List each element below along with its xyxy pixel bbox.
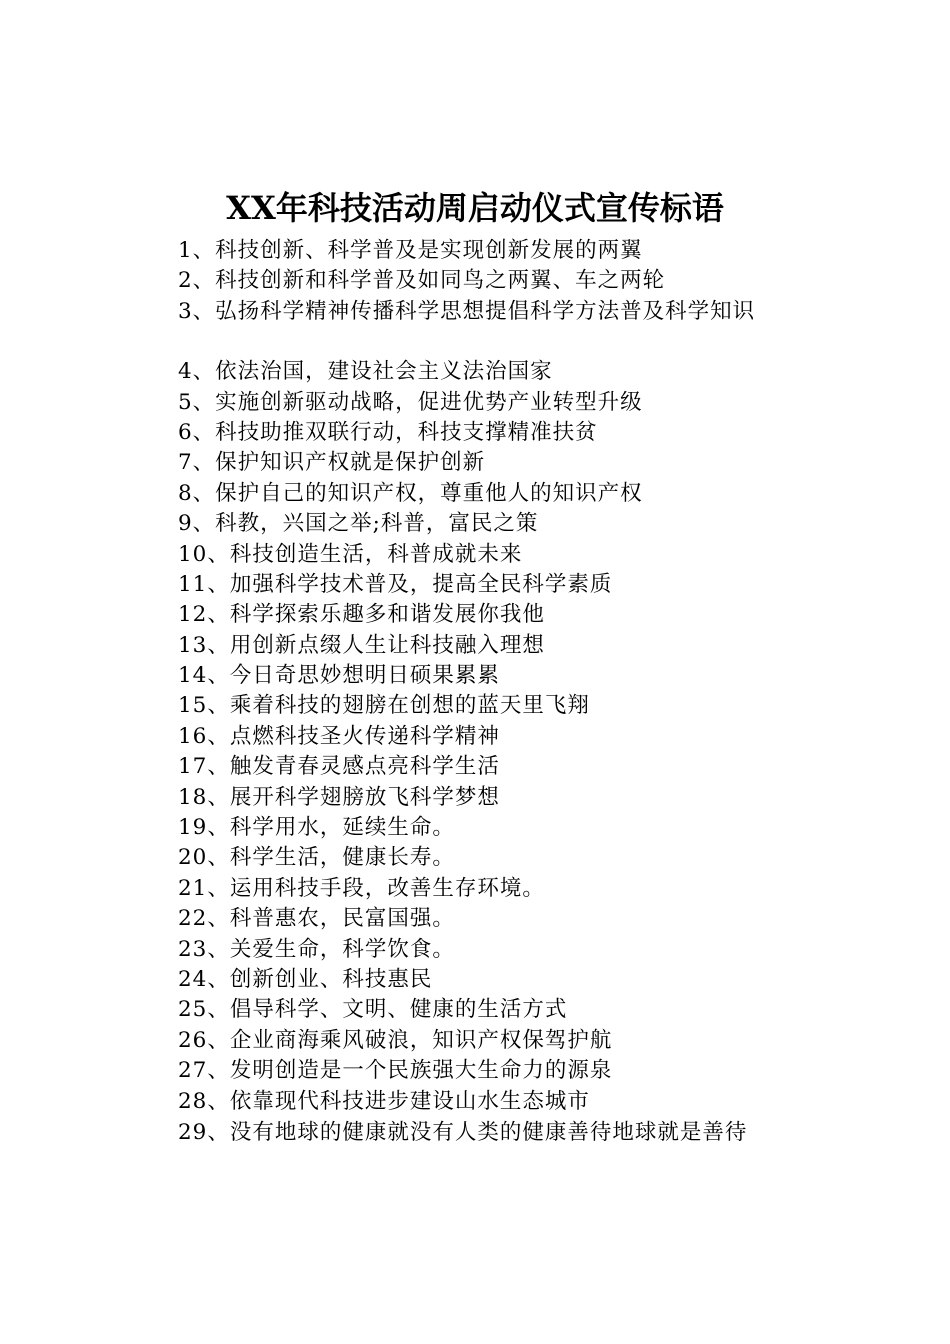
slogan-item-5: 5、实施创新驱动战略，促进优势产业转型升级 xyxy=(178,389,643,415)
slogan-item-28: 28、依靠现代科技进步建设山水生态城市 xyxy=(178,1088,590,1114)
slogan-item-16: 16、点燃科技圣火传递科学精神 xyxy=(178,723,500,749)
slogan-item-10: 10、科技创造生活，科普成就未来 xyxy=(178,541,523,567)
slogan-item-20: 20、科学生活，健康长寿。 xyxy=(178,845,455,871)
slogan-item-1: 1、科技创新、科学普及是实现创新发展的两翼 xyxy=(178,238,643,263)
slogan-item-2: 2、科技创新和科学普及如同鸟之两翼、车之两轮 xyxy=(178,268,666,294)
slogan-item-21: 21、运用科技手段，改善生存环境。 xyxy=(178,875,545,901)
slogan-item-9: 9、科教，兴国之举;科普，富民之策 xyxy=(178,511,539,537)
slogan-item-8: 8、保护自己的知识产权，尊重他人的知识产权 xyxy=(178,480,643,506)
slogan-item-22: 22、科普惠农，民富国强。 xyxy=(178,906,455,932)
document-title: XX年科技活动周启动仪式宣传标语 xyxy=(226,189,724,227)
slogan-item-23: 23、关爱生命，科学饮食。 xyxy=(178,936,455,962)
slogan-item-18: 18、展开科学翅膀放飞科学梦想 xyxy=(178,784,500,810)
slogan-item-29: 29、没有地球的健康就没有人类的健康善待地球就是善待 xyxy=(178,1119,748,1145)
slogan-item-11: 11、加强科学技术普及，提高全民科学素质 xyxy=(178,571,613,597)
slogan-item-17: 17、触发青春灵感点亮科学生活 xyxy=(178,754,500,780)
slogan-item-25: 25、倡导科学、文明、健康的生活方式 xyxy=(178,997,568,1023)
slogan-item-6: 6、科技助推双联行动，科技支撑精准扶贫 xyxy=(178,419,598,445)
slogan-item-19: 19、科学用水，延续生命。 xyxy=(178,815,455,841)
slogan-item-13: 13、用创新点缀人生让科技融入理想 xyxy=(178,632,545,658)
slogan-list xyxy=(178,236,878,1148)
slogan-item-15: 15、乘着科技的翅膀在创想的蓝天里飞翔 xyxy=(178,693,590,719)
slogan-item-27: 27、发明创造是一个民族强大生命力的源泉 xyxy=(178,1058,613,1084)
slogan-item-7: 7、保护知识产权就是保护创新 xyxy=(178,450,486,476)
slogan-item-14: 14、今日奇思妙想明日硕果累累 xyxy=(178,663,500,689)
slogan-item-26: 26、企业商海乘风破浪，知识产权保驾护航 xyxy=(178,1027,613,1053)
slogan-item-12: 12、科学探索乐趣多和谐发展你我他 xyxy=(178,602,545,628)
slogan-item-3: 3、弘扬科学精神传播科学思想提倡科学方法普及科学知识 xyxy=(178,298,756,324)
slogan-item-24: 24、创新创业、科技惠民 xyxy=(178,966,433,992)
slogan-item-4: 4、依法治国，建设社会主义法治国家 xyxy=(178,359,553,385)
